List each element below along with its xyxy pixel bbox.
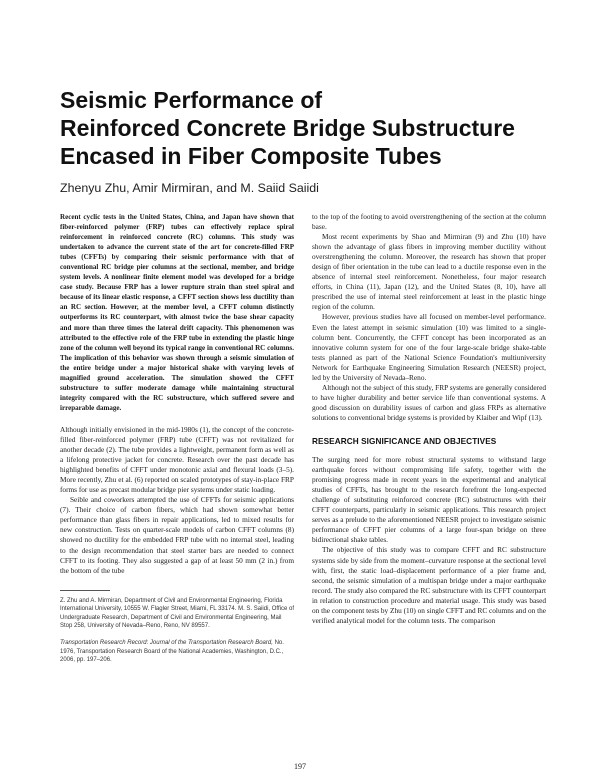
body-paragraph: Most recent experiments by Shao and Mirmiran (9) and Zhu (10) have shown the advantage of glass fibers in improving member ductility without overstrengthening the column. Moreover, the research has shown that proper design of fiber orientation in the tube can lead to a ductile response even in the absence of internal steel reinforcement. Nonetheless, four major research efforts, in China (11), Japan (12), and the United States (8, 10), have all prescribed the use of internal steel reinforcement at least in the plastic hinge region of the column.: [312, 232, 546, 312]
left-column: [60, 212, 294, 665]
section-heading: RESEARCH SIGNIFICANCE AND OBJECTIVES: [312, 436, 497, 446]
abstract: Recent cyclic tests in the United States, China, and Japan have shown that fiber-reinforced polymer (FRP) tubes can effectively replace spiral reinforcement in reinforced concrete (RC) columns. This study was undertaken to advance the current state of the art for concrete-filled FRP tubes (CFFTs) by comparing their seismic performance with that of conventional RC bridge pier columns at the sectional, member, and bridge system levels. A nonlinear finite element model was developed for a bridge case study. Because FRP has a lower rupture strain than steel spiral and because of its linear elastic response, a CFFT section shows less ductility than an RC section. However, at the member level, a CFFT column distinctly outperforms its RC counterpart, with almost twice the base shear capacity and more than three times the lateral drift capacity. This phenomenon was attributed to the effective role of the FRP tube in extending the plastic hinge zone of the column well beyond its typical range in conventional RC columns. The implication of this behavior was shown through a seismic simulation of the entire bridge under a major historical shake with varying levels of magnified ground acceleration. The simulation showed the CFFT substructure to suffer moderate damage while maintaining structural integrity compared with the RC substructure, which suffered severe and irreparable damage.: [60, 213, 294, 412]
title-line-2: Reinforced Concrete Bridge Substructure: [60, 115, 515, 141]
page-number: 197: [294, 762, 306, 771]
author-list: Zhenyu Zhu, Amir Mirmiran, and M. Saiid Saiidi: [60, 181, 319, 195]
body-paragraph: The objective of this study was to compare CFFT and RC substructure systems side by side from the moment–curvature response at the sectional level with, first, the static load–displacement performance of a pier frame and, second, the seismic simulation of a multispan bridge under a major earthquake record. The study also compared the RC substructure with its CFFT counterpart in relation to construction procedure and material usage. This study was based on the component tests by Zhu (10) on single CFFT and RC columns and on the verified analytical model for the column tests. The comparison: [312, 545, 546, 625]
title-line-3: Encased in Fiber Composite Tubes: [60, 143, 442, 169]
right-column: [312, 212, 546, 626]
body-paragraph: Although not the subject of this study, FRP systems are generally considered to have higher durability and better service life than conventional systems. A good discussion on durability issues of carbon and glass FRPs as alternative solutions to conventional bridge systems is provided by Klaiber and Wipf (13).: [312, 382, 546, 422]
body-paragraph: to the top of the footing to avoid overstrengthening of the section at the column base.: [312, 212, 546, 232]
body-paragraph: Although initially envisioned in the mid-1980s (1), the concept of the concrete-filled fiber-reinforced polymer (FRP) tube (CFFT) was not revitalized for another decade (2). The tube provides a lightweight, permanent form as well as a lifelong protective jacket for concrete. Research over the past decade has highlighted benefits of CFFT under monotonic axial and flexural loads (3–5). More recently, Zhu et al. (6) reported on scaled prototypes of stay-in-place FRP forms for use as precast modular bridge pier systems under static loading.: [60, 424, 294, 495]
footnote-rule: [60, 590, 110, 591]
paper-title: [60, 86, 560, 170]
body-paragraph: However, previous studies have all focused on member-level performance. Even the latest attempt in seismic simulation (10) was limited to a single-column bent. Concurrently, the CFFT concept has been incorporated as an innovative column system for one of the four large-scale bridge shake-table tests planned as part of the National Science Foundation's multiuniversity Network for Earthquake Engineering Simulation Research (NEESR) project, led by the University of Nevada–Reno.: [312, 312, 546, 382]
journal-details: No. 1976, Transportation Research Board of the National Academies, Washington, D.C., 2006, pp. 197–206.: [60, 640, 284, 664]
author-affiliation: Z. Zhu and A. Mirmiran, Department of Civil and Environmental Engineering, Florida International University, 10555 W. Flagler Street, Miami, FL 33174. M. S. Saiidi, Office of Undergraduate Research, Department of Civil and Environmental Engineering, Mail Stop 258, University of Nevada–Reno, Reno, NV 89557.: [60, 597, 294, 630]
title-line-1: Seismic Performance of: [60, 87, 323, 113]
body-paragraph: The surging need for more robust structural systems to withstand large earthquake forces without compromising life safety, together with the promising progress made in recent years in the experimental and analytical studies of CFFTs, has brought to the research forefront the long-expected challenge of substituting reinforced concrete (RC) substructures with their CFFT counterparts, particularly in seismic applications. This research project serves as a prelude to the aforementioned NEESR project to investigate seismic performance of CFFT pier columns of a large four-span bridge on three bidirectional shake tables.: [312, 455, 546, 545]
journal-name: Transportation Research Record: Journal of the Transportation Research Board,: [60, 640, 273, 647]
journal-citation: [60, 639, 294, 665]
body-paragraph: Seible and coworkers attempted the use of CFFTs for seismic applications (7). Their choice of carbon fibers, which had shown somewhat better performance than glass fibers in repair applications, led to mixed results for new construction. Tests on quarter-scale models of carbon CFFT columns (8) showed no ductility for the embedded FRP tube with no internal steel, leading to the design recommendation that steel starter bars are needed to connect CFFT to its footing. They also suggested a gap of at least 50 mm (2 in.) from the bottom of the tube: [60, 495, 294, 575]
